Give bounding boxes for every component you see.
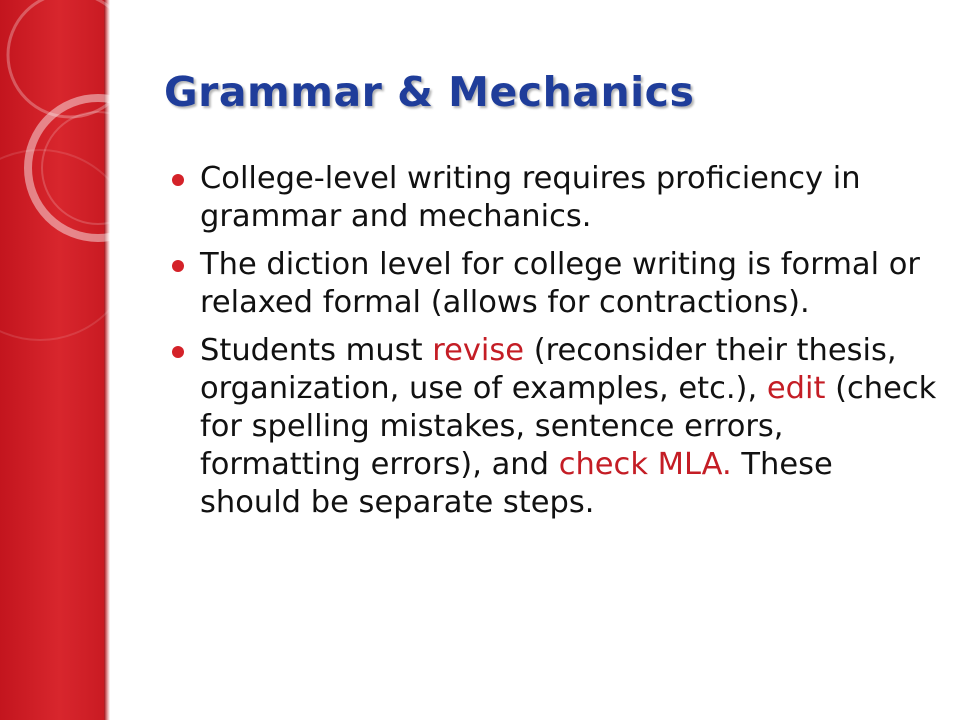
bullet-text-segment: Students must [200,333,433,368]
highlight-check-mla: check MLA. [558,447,732,482]
bullet-list [172,160,942,532]
bullet-item [172,332,942,522]
bullet-text: College-level writing requires proficiency in grammar and mechanics. [200,161,861,234]
bullet-text: The diction level for college writing is formal or relaxed formal (allows for contractions). [200,247,920,320]
bullet-dot-icon [172,346,184,358]
highlight-revise: revise [432,333,525,368]
bullet-item [172,246,942,322]
bullet-dot-icon [172,174,184,186]
bullet-item [172,160,942,236]
slide-title: Grammar & Mechanics [164,68,695,116]
bullet-dot-icon [172,260,184,272]
bullet-text-segment: (check for spelling mistakes, sentence errors, formatting errors), and [200,371,937,482]
bullet-text-segment: These should be separate steps. [200,447,833,520]
decorative-circles-icon [0,0,110,720]
bullet-text-segment: (reconsider their thesis, organization, use of examples, etc.), [200,333,897,406]
highlight-edit: edit [766,371,826,406]
